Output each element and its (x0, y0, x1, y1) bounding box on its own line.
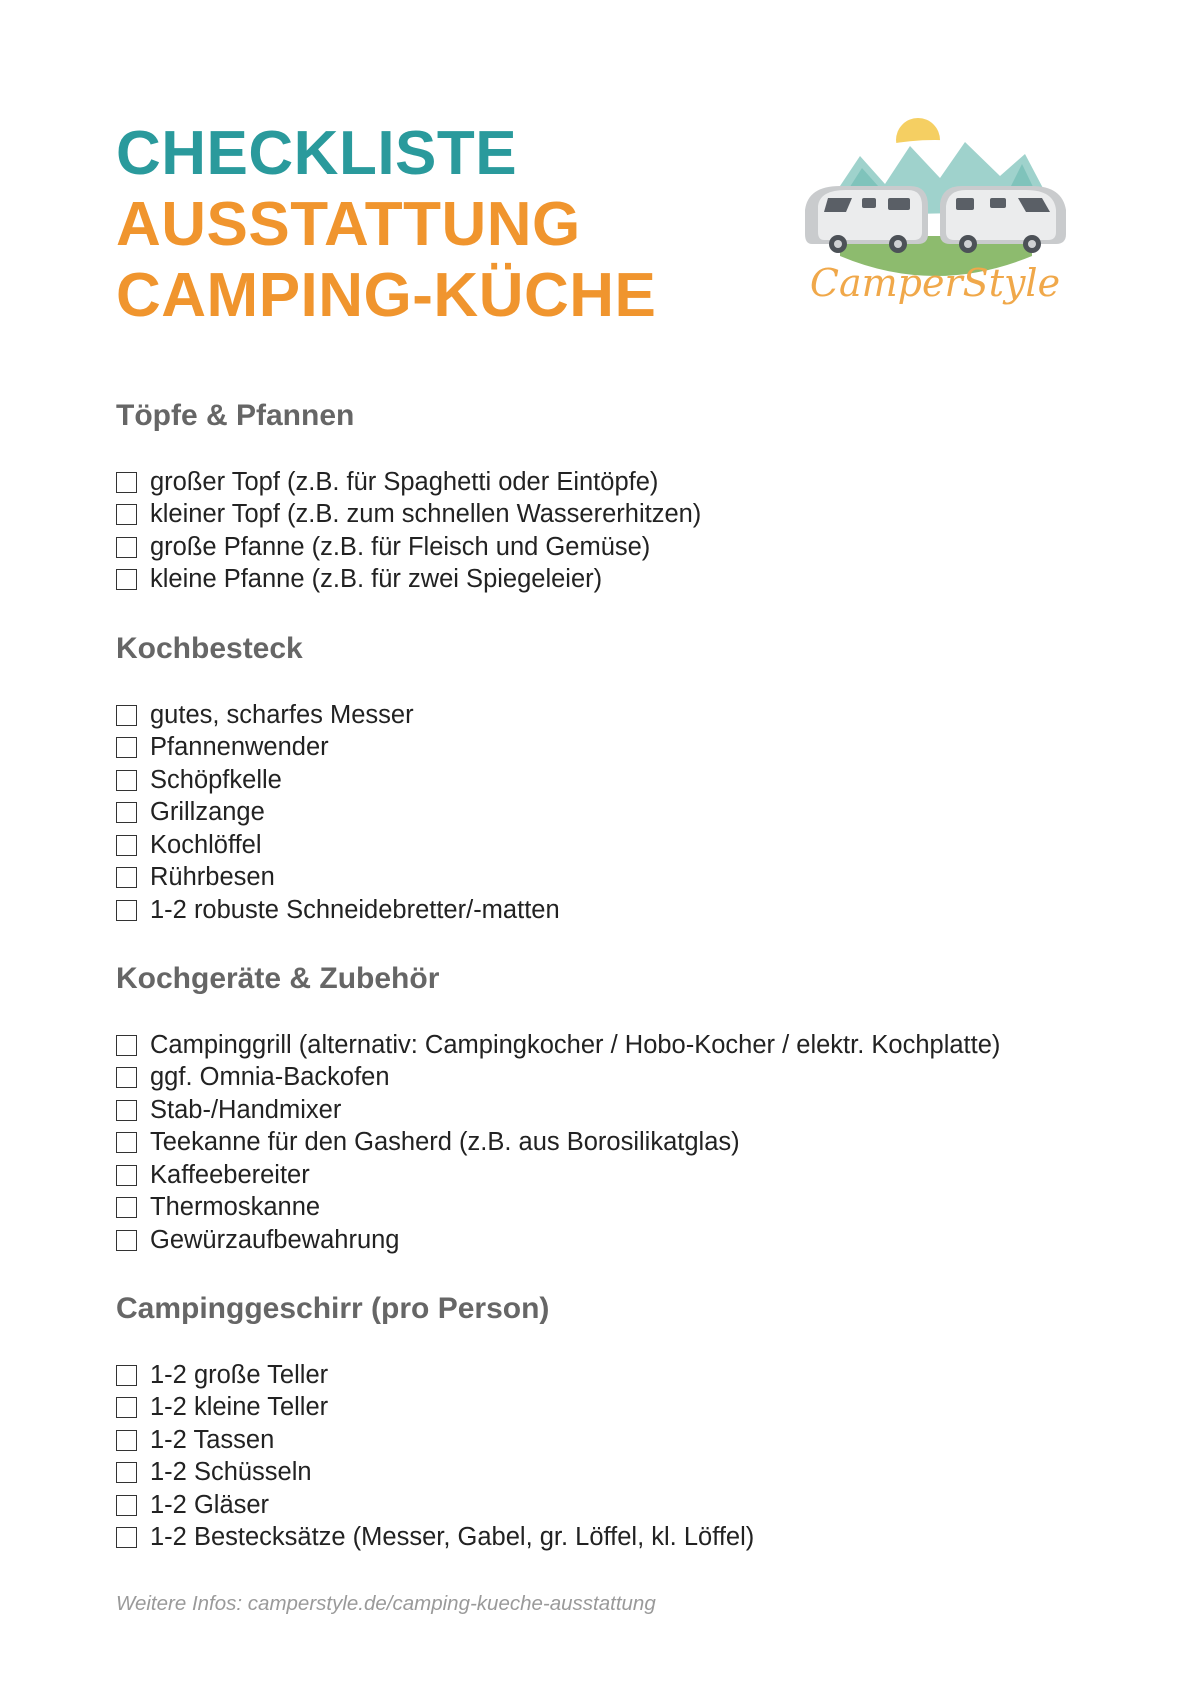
list-item-label: Pfannenwender (150, 733, 329, 762)
list-item-label: Gewürzaufbewahrung (150, 1225, 400, 1254)
list-item-label: Thermoskanne (150, 1193, 321, 1222)
list-item-label: 1-2 kleine Teller (150, 1393, 329, 1422)
checkbox[interactable] (116, 770, 137, 791)
checkbox[interactable] (116, 1165, 137, 1186)
logo-wordmark: CamperStyle (809, 261, 1061, 305)
checkbox[interactable] (116, 1035, 137, 1056)
list-item[interactable] (116, 732, 560, 765)
list-item[interactable] (116, 699, 560, 732)
list-item-label: kleiner Topf (z.B. zum schnellen Wassererhitzen) (150, 500, 702, 529)
camper-vans-mountains-logo-icon (800, 106, 1070, 326)
section-heading-kochgeraete-zubehoer: Kochgeräte & Zubehör (116, 962, 440, 995)
section-heading-toepfe-pfannen: Töpfe & Pfannen (116, 399, 355, 432)
checkbox[interactable] (116, 1430, 137, 1451)
list-item-label: Grillzange (150, 798, 265, 827)
list-item-label: kleine Pfanne (z.B. für zwei Spiegeleier) (150, 565, 603, 594)
checkbox[interactable] (116, 472, 137, 493)
section-heading-campinggeschirr: Campinggeschirr (pro Person) (116, 1292, 550, 1325)
checkbox[interactable] (116, 802, 137, 823)
list-item-label: Campinggrill (alternativ: Campingkocher / Hobo-Kocher / elektr. Kochplatte) (150, 1030, 1001, 1059)
list-item[interactable] (116, 1489, 754, 1522)
list-item-label: 1-2 Schüsseln (150, 1458, 312, 1487)
list-item-label: 1-2 Tassen (150, 1425, 275, 1454)
footer-link[interactable]: Weitere Infos: camperstyle.de/camping-kueche-ausstattung (116, 1592, 656, 1615)
list-item-label: Rührbesen (150, 863, 275, 892)
list-item[interactable] (116, 1159, 1000, 1192)
list-item[interactable] (116, 1424, 754, 1457)
checkbox[interactable] (116, 1067, 137, 1088)
list-item[interactable] (116, 1192, 1000, 1225)
checkbox[interactable] (116, 1397, 137, 1418)
checklist-toepfe-pfannen (116, 466, 701, 596)
checkbox[interactable] (116, 737, 137, 758)
title-line-ausstattung: AUSSTATTUNG (116, 190, 581, 259)
checkbox[interactable] (116, 1132, 137, 1153)
checkbox[interactable] (116, 900, 137, 921)
list-item[interactable] (116, 894, 560, 927)
checkbox[interactable] (116, 867, 137, 888)
checkbox[interactable] (116, 1527, 137, 1548)
list-item[interactable] (116, 1457, 754, 1490)
title-line-checkliste: CHECKLISTE (116, 119, 518, 188)
list-item-label: 1-2 Gläser (150, 1490, 270, 1519)
list-item[interactable] (116, 1062, 1000, 1095)
checklist-campinggeschirr (116, 1359, 754, 1554)
list-item[interactable] (116, 499, 701, 532)
list-item[interactable] (116, 764, 560, 797)
checkbox[interactable] (116, 504, 137, 525)
list-item-label: großer Topf (z.B. für Spaghetti oder Eintöpfe) (150, 467, 659, 496)
list-item-label: Stab-/Handmixer (150, 1095, 342, 1124)
list-item-label: ggf. Omnia-Backofen (150, 1063, 390, 1092)
checklist-kochgeraete-zubehoer (116, 1029, 1000, 1257)
checklist-kochbesteck (116, 699, 560, 927)
list-item[interactable] (116, 466, 701, 499)
checkbox[interactable] (116, 1230, 137, 1251)
list-item-label: Teekanne für den Gasherd (z.B. aus Borosilikatglas) (150, 1128, 740, 1157)
checkbox[interactable] (116, 1100, 137, 1121)
list-item[interactable] (116, 1029, 1000, 1062)
page-title (116, 118, 656, 331)
checkbox[interactable] (116, 569, 137, 590)
list-item-label: 1-2 robuste Schneidebretter/-matten (150, 895, 560, 924)
list-item-label: Kaffeebereiter (150, 1160, 310, 1189)
checkbox[interactable] (116, 705, 137, 726)
list-item[interactable] (116, 1392, 754, 1425)
list-item-label: große Pfanne (z.B. für Fleisch und Gemüse) (150, 532, 651, 561)
checkbox[interactable] (116, 1197, 137, 1218)
title-line-camping-kueche: CAMPING-KÜCHE (116, 261, 657, 330)
list-item-label: Kochlöffel (150, 830, 262, 859)
section-heading-kochbesteck: Kochbesteck (116, 632, 303, 665)
list-item-label: 1-2 große Teller (150, 1360, 329, 1389)
list-item-label: Schöpfkelle (150, 765, 282, 794)
checkbox[interactable] (116, 1462, 137, 1483)
list-item[interactable] (116, 829, 560, 862)
camperstyle-logo (800, 106, 1070, 326)
checkbox[interactable] (116, 537, 137, 558)
list-item[interactable] (116, 1359, 754, 1392)
checkbox[interactable] (116, 835, 137, 856)
list-item[interactable] (116, 1094, 1000, 1127)
list-item[interactable] (116, 531, 701, 564)
list-item-label: gutes, scharfes Messer (150, 700, 414, 729)
list-item-label: 1-2 Bestecksätze (Messer, Gabel, gr. Löffel, kl. Löffel) (150, 1523, 755, 1552)
checkbox[interactable] (116, 1495, 137, 1516)
checkbox[interactable] (116, 1365, 137, 1386)
list-item[interactable] (116, 797, 560, 830)
list-item[interactable] (116, 862, 560, 895)
list-item[interactable] (116, 1127, 1000, 1160)
list-item[interactable] (116, 1224, 1000, 1257)
list-item[interactable] (116, 1522, 754, 1555)
list-item[interactable] (116, 564, 701, 597)
